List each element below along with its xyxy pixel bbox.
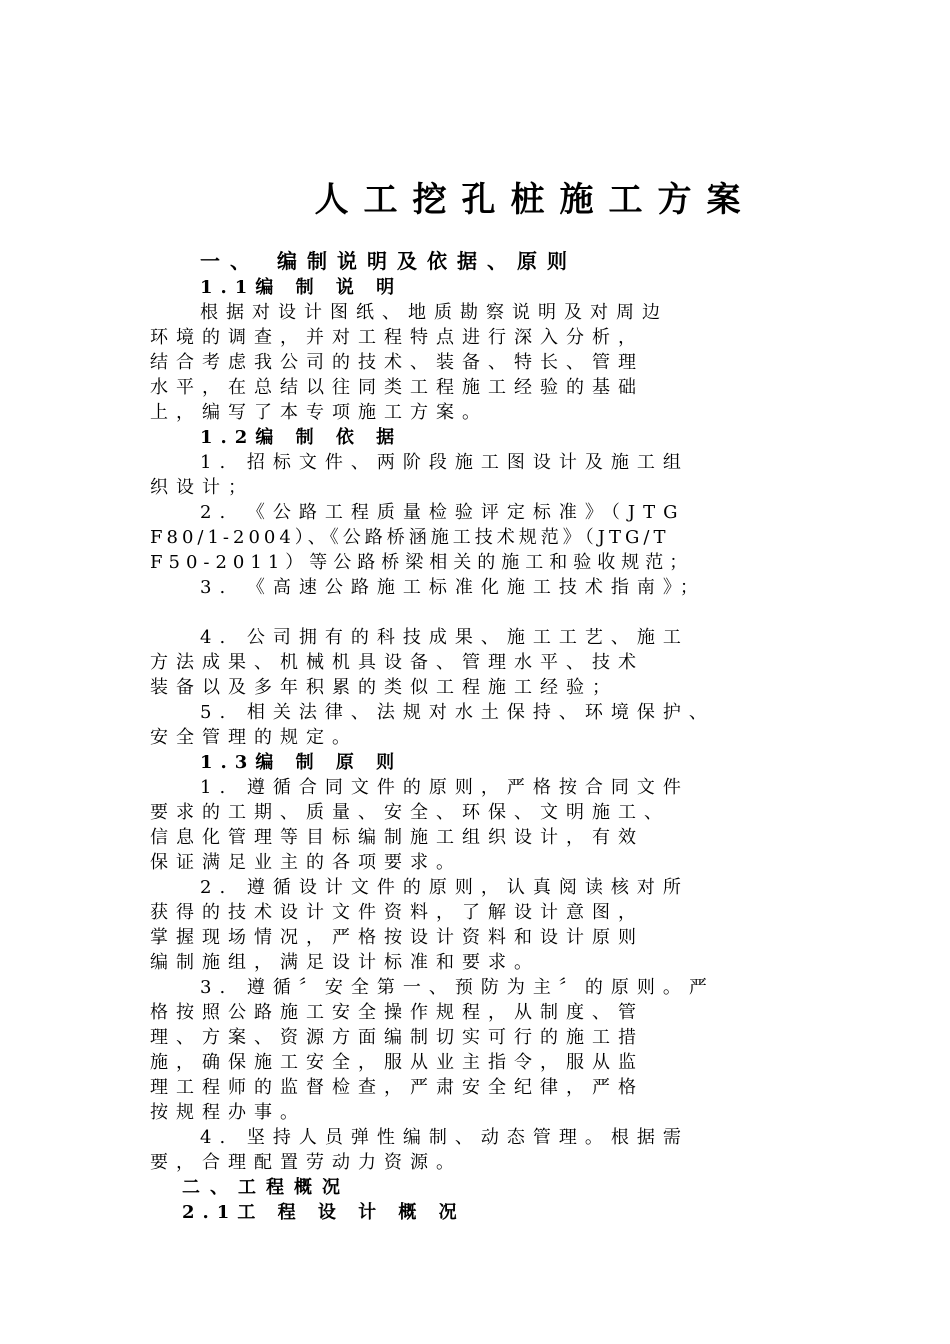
paragraph-line: 水平，在总结以往同类工程施工经验的基础 — [150, 377, 644, 398]
paragraph-line: 3. 遵循〞安全第一、预防为主〞的原则。严 — [200, 977, 715, 998]
paragraph-line: 编制施组，满足设计标准和要求。 — [150, 952, 540, 973]
paragraph-line: 2. 遵循设计文件的原则，认真阅读核对所 — [200, 877, 689, 898]
blank-line — [150, 600, 810, 625]
paragraph-line: F80/1-2004）、《公路桥涵施工技术规范》（JTG/T — [150, 527, 670, 548]
paragraph-line: 掌握现场情况，严格按设计资料和设计原则 — [150, 927, 644, 948]
paragraph-line: 理工程师的监督检查，严肃安全纪律，严格 — [150, 1077, 644, 1098]
paragraph-line: 格按照公路施工安全操作规程，从制度、管 — [150, 1002, 644, 1023]
paragraph-line: 信息化管理等目标编制施工组织设计，有效 — [150, 827, 644, 848]
section-1-1-heading: 1.1编 制 说 明 — [200, 277, 403, 298]
section-1-3-heading: 1.3编 制 原 则 — [200, 752, 403, 773]
paragraph-line: 结合考虑我公司的技术、装备、特长、管理 — [150, 352, 644, 373]
paragraph-line: 4. 坚持人员弹性编制、动态管理。根据需 — [200, 1127, 689, 1148]
paragraph-line: 要求的工期、质量、安全、环保、文明施工、 — [150, 802, 670, 823]
paragraph-line: F50-2011）等公路桥梁相关的施工和验收规范； — [150, 552, 694, 573]
paragraph-line: 2. 《公路工程质量检验评定标准》（JTG — [200, 502, 686, 523]
section-1-heading: 一、 编制说明及依据、原则 — [200, 249, 577, 273]
paragraph-line: 1. 招标文件、两阶段施工图设计及施工组 — [200, 452, 689, 473]
section-1-2-heading: 1.2编 制 依 据 — [200, 427, 403, 448]
paragraph-line: 方法成果、机械机具设备、管理水平、技术 — [150, 652, 644, 673]
paragraph-line: 织设计； — [150, 477, 254, 498]
paragraph-line: 安全管理的规定。 — [150, 727, 358, 748]
paragraph-line: 获得的技术设计文件资料，了解设计意图， — [150, 902, 644, 923]
paragraph-line: 4. 公司拥有的科技成果、施工工艺、施工 — [200, 627, 689, 648]
paragraph-line: 3. 《高速公路施工标准化施工技术指南》； — [200, 577, 706, 598]
paragraph-line: 根据对设计图纸、地质勘察说明及对周边 — [200, 302, 668, 323]
paragraph-line: 保证满足业主的各项要求。 — [150, 852, 462, 873]
paragraph-line: 环境的调查，并对工程特点进行深入分析， — [150, 327, 644, 348]
paragraph-line: 装备以及多年积累的类似工程施工经验； — [150, 677, 618, 698]
page-title: 人工挖孔桩施工方案 — [314, 180, 756, 220]
paragraph-line: 理、方案、资源方面编制切实可行的施工措 — [150, 1027, 644, 1048]
paragraph-line: 1. 遵循合同文件的原则，严格按合同文件 — [200, 777, 689, 798]
document-body — [150, 248, 810, 1225]
paragraph-line: 上，编写了本专项施工方案。 — [150, 402, 488, 423]
paragraph-line: 要，合理配置劳动力资源。 — [150, 1152, 462, 1173]
paragraph-line: 按规程办事。 — [150, 1102, 306, 1123]
paragraph-line: 施，确保施工安全，服从业主指令，服从监 — [150, 1052, 644, 1073]
section-2-heading: 二、工程概况 — [182, 1177, 350, 1198]
paragraph-line: 5. 相关法律、法规对水土保持、环境保护、 — [200, 702, 715, 723]
section-2-1-heading: 2.1工 程 设 计 概 况 — [182, 1202, 465, 1223]
